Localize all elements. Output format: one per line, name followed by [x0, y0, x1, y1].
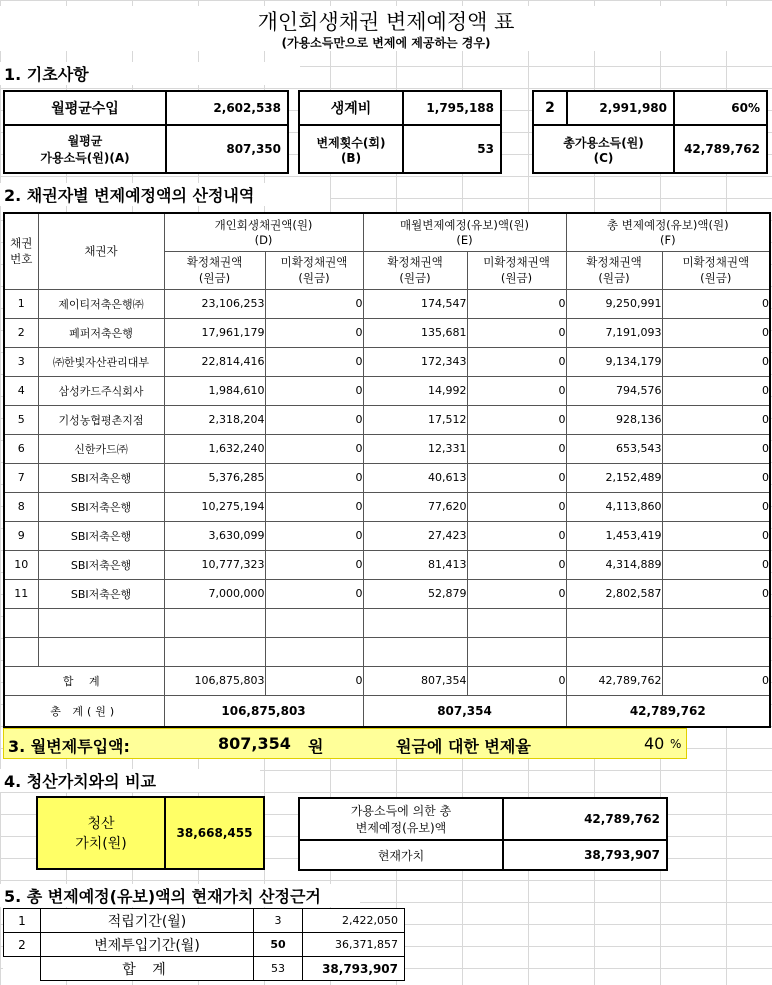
- row-d-unconfirmed: 0: [265, 434, 363, 463]
- table-row: [4, 318, 770, 347]
- row-e-unconfirmed: 0: [467, 463, 566, 492]
- row-e-confirmed: 17,512: [363, 405, 467, 434]
- table-row: [4, 492, 770, 521]
- row-f-unconfirmed: 0: [662, 434, 770, 463]
- row-creditor-name: SBI저축은행: [38, 463, 164, 492]
- row-e-confirmed: 77,620: [363, 492, 467, 521]
- row-d-confirmed: 10,777,323: [164, 550, 265, 579]
- table-row: [4, 376, 770, 405]
- header-creditor: 채권자: [38, 213, 164, 289]
- row-number: 11: [4, 579, 38, 608]
- table-row: [4, 521, 770, 550]
- row-d-confirmed: 22,814,416: [164, 347, 265, 376]
- total-repay-label: 가용소득에 의한 총 변제예정(유보)액: [299, 798, 503, 840]
- row-f-unconfirmed: 0: [662, 318, 770, 347]
- row-d-confirmed: 2,318,204: [164, 405, 265, 434]
- row-number: 9: [4, 521, 38, 550]
- row1-c-percent: 60%: [674, 91, 767, 125]
- row-d-unconfirmed: 0: [265, 521, 363, 550]
- row-f-confirmed: 1,453,419: [566, 521, 662, 550]
- row-d-confirmed: 10,275,194: [164, 492, 265, 521]
- row-d-unconfirmed: 0: [265, 550, 363, 579]
- header-e-unconfirmed: 미확정채권액 (원금): [467, 251, 566, 289]
- row-e-confirmed: 81,413: [363, 550, 467, 579]
- row-creditor-name: SBI저축은행: [38, 550, 164, 579]
- row-f-unconfirmed: 0: [662, 521, 770, 550]
- liquidation-value: 38,668,455: [165, 797, 264, 869]
- row-number: 1: [4, 289, 38, 318]
- row-creditor-name: 삼성카드주식회사: [38, 376, 164, 405]
- monthly-income-value: 2,602,538: [166, 91, 288, 125]
- row-d-unconfirmed: 0: [265, 463, 363, 492]
- row-d-unconfirmed: 0: [265, 289, 363, 318]
- pv-row-label: 변제투입기간(월): [41, 933, 254, 957]
- row1-c-value: 2,991,980: [567, 91, 674, 125]
- row-number: 6: [4, 434, 38, 463]
- pv-basis-row: [4, 909, 405, 933]
- row-e-confirmed: 52,879: [363, 579, 467, 608]
- sum-label: 합 계: [4, 666, 164, 695]
- row-f-unconfirmed: 0: [662, 376, 770, 405]
- row-f-confirmed: 653,543: [566, 434, 662, 463]
- pv-row-amount: 2,422,050: [303, 909, 405, 933]
- section-2-heading: 2. 채권자별 변제예정액의 산정내역: [0, 183, 330, 206]
- row-e-unconfirmed: 0: [467, 434, 566, 463]
- row-creditor-name: SBI저축은행: [38, 579, 164, 608]
- grand-total-label: 총 계(원): [4, 695, 164, 727]
- pv-row-months: 50: [254, 933, 303, 957]
- row-d-confirmed: 1,632,240: [164, 434, 265, 463]
- row-number: 8: [4, 492, 38, 521]
- row-e-unconfirmed: 0: [467, 492, 566, 521]
- pv-basis-row: [4, 933, 405, 957]
- available-income-label: 월평균 가용소득(원)(A): [4, 125, 166, 173]
- repay-count-label: 변제횟수(회) (B): [299, 125, 403, 173]
- creditor-table: [3, 212, 771, 728]
- monthly-repay-bar: [3, 728, 687, 759]
- row-d-unconfirmed: 0: [265, 579, 363, 608]
- row-d-confirmed: 5,376,285: [164, 463, 265, 492]
- monthly-income-label: 월평균수입: [4, 91, 166, 125]
- row-d-confirmed: 17,961,179: [164, 318, 265, 347]
- row-e-unconfirmed: 0: [467, 521, 566, 550]
- row-d-unconfirmed: 0: [265, 492, 363, 521]
- row-d-unconfirmed: 0: [265, 376, 363, 405]
- row-number: 2: [4, 318, 38, 347]
- total-available-label: 총가용소득(원) (C): [533, 125, 674, 173]
- header-d-unconfirmed: 미확정채권액 (원금): [265, 251, 363, 289]
- liquidation-table: [36, 796, 265, 870]
- row-creditor-name: 페퍼저축은행: [38, 318, 164, 347]
- row-f-confirmed: 2,802,587: [566, 579, 662, 608]
- row-f-confirmed: 928,136: [566, 405, 662, 434]
- row-f-confirmed: 4,113,860: [566, 492, 662, 521]
- row-creditor-name: 제이티저축은행㈜: [38, 289, 164, 318]
- row-f-confirmed: 794,576: [566, 376, 662, 405]
- living-cost-value: 1,795,188: [403, 91, 501, 125]
- row-number: 7: [4, 463, 38, 492]
- row-e-unconfirmed: 0: [467, 347, 566, 376]
- header-f-confirmed: 확정채권액 (원금): [566, 251, 662, 289]
- row1-c-number: 2: [533, 91, 567, 125]
- row-f-unconfirmed: 0: [662, 463, 770, 492]
- row-e-confirmed: 40,613: [363, 463, 467, 492]
- table-row: [4, 434, 770, 463]
- header-total-repay: 총 변제예정(유보)액(원) (F): [566, 213, 770, 251]
- repay-ratio-unit: %: [670, 737, 682, 751]
- row-e-confirmed: 14,992: [363, 376, 467, 405]
- page-subtitle: (가용소득만으로 변제에 제공하는 경우): [0, 34, 772, 51]
- present-value-table: [298, 797, 668, 871]
- row-f-unconfirmed: 0: [662, 289, 770, 318]
- row-e-confirmed: 174,547: [363, 289, 467, 318]
- liquidation-label: 청산 가치(원): [37, 797, 165, 869]
- row-f-unconfirmed: 0: [662, 347, 770, 376]
- row-d-confirmed: 3,630,099: [164, 521, 265, 550]
- row-d-unconfirmed: 0: [265, 318, 363, 347]
- row-f-confirmed: 9,134,179: [566, 347, 662, 376]
- header-e-confirmed: 확정채권액 (원금): [363, 251, 467, 289]
- row-number: 4: [4, 376, 38, 405]
- repay-ratio-value: 40: [644, 734, 665, 753]
- row-creditor-name: 기성농협평촌지점: [38, 405, 164, 434]
- row-e-confirmed: 12,331: [363, 434, 467, 463]
- row-creditor-name: 신한카드㈜: [38, 434, 164, 463]
- available-income-value: 807,350: [166, 125, 288, 173]
- sum-f-unconfirmed: 0: [662, 666, 770, 695]
- basics-living-table: [298, 90, 502, 174]
- row-f-confirmed: 4,314,889: [566, 550, 662, 579]
- row-f-unconfirmed: 0: [662, 492, 770, 521]
- row-d-unconfirmed: 0: [265, 405, 363, 434]
- row-number: 3: [4, 347, 38, 376]
- pv-row-label: 적립기간(월): [41, 909, 254, 933]
- row-e-unconfirmed: 0: [467, 405, 566, 434]
- row-e-confirmed: 172,343: [363, 347, 467, 376]
- grand-total-e: 807,354: [363, 695, 566, 727]
- row-e-unconfirmed: 0: [467, 318, 566, 347]
- sum-d-confirmed: 106,875,803: [164, 666, 265, 695]
- pv-total-label: 합 계: [41, 957, 254, 981]
- section-4-heading: 4. 청산가치와의 비교: [0, 769, 260, 792]
- table-row: [4, 289, 770, 318]
- table-row: [4, 579, 770, 608]
- repay-ratio-label: 원금에 대한 변제율: [396, 737, 531, 756]
- table-row: [4, 405, 770, 434]
- pv-row-number: 2: [4, 933, 41, 957]
- section-1-heading: 1. 기초사항: [0, 62, 300, 85]
- monthly-repay-unit: 원: [308, 737, 324, 756]
- row-f-unconfirmed: 0: [662, 579, 770, 608]
- header-number: 채권 번호: [4, 213, 38, 289]
- sum-e-confirmed: 807,354: [363, 666, 467, 695]
- total-repay-value: 42,789,762: [503, 798, 667, 840]
- pv-row-amount: 36,371,857: [303, 933, 405, 957]
- pv-total-months: 53: [254, 957, 303, 981]
- row-number: 5: [4, 405, 38, 434]
- page-title: 개인회생채권 변제예정액 표: [0, 6, 772, 36]
- row-creditor-name: SBI저축은행: [38, 521, 164, 550]
- row-e-unconfirmed: 0: [467, 579, 566, 608]
- grand-total-f: 42,789,762: [566, 695, 770, 727]
- row-e-confirmed: 27,423: [363, 521, 467, 550]
- sum-f-confirmed: 42,789,762: [566, 666, 662, 695]
- monthly-repay-value: 807,354: [218, 734, 291, 753]
- sum-d-unconfirmed: 0: [265, 666, 363, 695]
- section-3-label: 3. 월변제투입액:: [8, 737, 130, 756]
- basics-total-table: [532, 90, 768, 174]
- row-f-unconfirmed: 0: [662, 405, 770, 434]
- row-e-unconfirmed: 0: [467, 289, 566, 318]
- grand-total-d: 106,875,803: [164, 695, 363, 727]
- present-value-value: 38,793,907: [503, 840, 667, 870]
- row-d-confirmed: 1,984,610: [164, 376, 265, 405]
- header-d-confirmed: 확정채권액 (원금): [164, 251, 265, 289]
- section-5-heading: 5. 총 변제예정(유보)액의 현재가치 산정근거: [0, 884, 360, 907]
- total-available-value: 42,789,762: [674, 125, 767, 173]
- pv-total-amount: 38,793,907: [303, 957, 405, 981]
- pv-row-months: 3: [254, 909, 303, 933]
- repay-count-value: 53: [403, 125, 501, 173]
- header-monthly-repay: 매월변제예정(유보)액(원) (E): [363, 213, 566, 251]
- row-creditor-name: SBI저축은행: [38, 492, 164, 521]
- row-creditor-name: ㈜한빛자산관리대부: [38, 347, 164, 376]
- living-cost-label: 생계비: [299, 91, 403, 125]
- table-row: [4, 347, 770, 376]
- header-f-unconfirmed: 미확정채권액 (원금): [662, 251, 770, 289]
- present-value-label: 현재가치: [299, 840, 503, 870]
- row-f-unconfirmed: 0: [662, 550, 770, 579]
- pv-basis-table: [3, 908, 405, 981]
- row-f-confirmed: 7,191,093: [566, 318, 662, 347]
- row-d-confirmed: 23,106,253: [164, 289, 265, 318]
- row-d-unconfirmed: 0: [265, 347, 363, 376]
- row-f-confirmed: 2,152,489: [566, 463, 662, 492]
- basics-income-table: [3, 90, 289, 174]
- row-e-unconfirmed: 0: [467, 376, 566, 405]
- row-f-confirmed: 9,250,991: [566, 289, 662, 318]
- table-row: [4, 463, 770, 492]
- row-e-unconfirmed: 0: [467, 550, 566, 579]
- row-e-confirmed: 135,681: [363, 318, 467, 347]
- row-number: 10: [4, 550, 38, 579]
- header-claim-amount: 개인회생채권액(원) (D): [164, 213, 363, 251]
- table-row: [4, 550, 770, 579]
- row-d-confirmed: 7,000,000: [164, 579, 265, 608]
- pv-row-number: 1: [4, 909, 41, 933]
- sum-e-unconfirmed: 0: [467, 666, 566, 695]
